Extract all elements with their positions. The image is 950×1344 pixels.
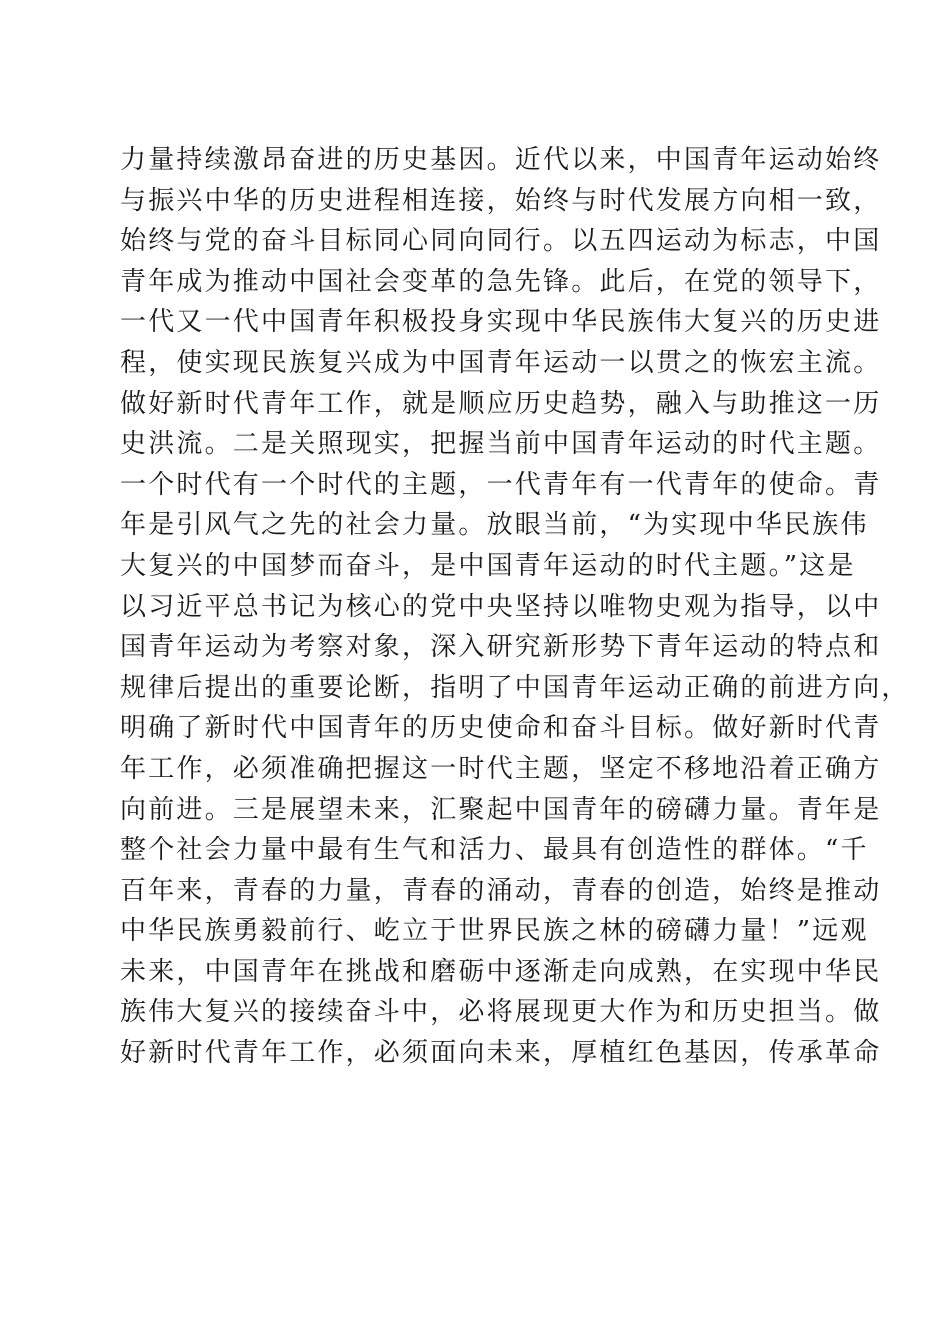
text-line: 好新时代青年工作，必须面向未来，厚植红色基因，传承革命 — [120, 1038, 882, 1069]
body-text — [120, 140, 910, 1074]
text-line: 未来，中国青年在挑战和磨砺中逐渐走向成熟，在实现中华民 — [120, 956, 882, 987]
text-line: 青年成为推动中国社会变革的急先锋。此后，在党的领导下， — [120, 266, 882, 297]
text-line: 一个时代有一个时代的主题，一代青年有一代青年的使命。青 — [120, 469, 882, 500]
text-line: 始终与党的奋斗目标同心同向同行。以五四运动为标志，中国 — [120, 226, 882, 257]
text-line: 年是引风气之先的社会力量。放眼当前，“为实现中华民族伟 — [120, 510, 869, 541]
text-line: 向前进。三是展望未来，汇聚起中国青年的磅礴力量。青年是 — [120, 794, 882, 825]
text-line: 以习近平总书记为核心的党中央坚持以唯物史观为指导，以中 — [120, 591, 882, 622]
text-line: 程，使实现民族复兴成为中国青年运动一以贯之的恢宏主流。 — [120, 347, 882, 378]
text-line: 国青年运动为考察对象，深入研究新形势下青年运动的特点和 — [120, 632, 882, 663]
text-line: 规律后提出的重要论断，指明了中国青年运动正确的前进方向， — [120, 672, 910, 703]
text-line: 大复兴的中国梦而奋斗，是中国青年运动的时代主题。”这是 — [120, 550, 856, 581]
text-line: 中华民族勇毅前行、屹立于世界民族之林的磅礴力量！”远观 — [120, 916, 869, 947]
text-line: 族伟大复兴的接续奋斗中，必将展现更大作为和历史担当。做 — [120, 997, 882, 1028]
text-line: 一代又一代中国青年积极投身实现中华民族伟大复兴的历史进 — [120, 307, 882, 338]
text-line: 与振兴中华的历史进程相连接，始终与时代发展方向相一致， — [120, 185, 882, 216]
text-line: 史洪流。二是关照现实，把握当前中国青年运动的时代主题。 — [120, 429, 882, 460]
text-line: 明确了新时代中国青年的历史使命和奋斗目标。做好新时代青 — [120, 713, 882, 744]
text-line: 年工作，必须准确把握这一时代主题，坚定不移地沿着正确方 — [120, 753, 882, 784]
text-line: 整个社会力量中最有生气和活力、最具有创造性的群体。“千 — [120, 835, 869, 866]
text-line: 力量持续激昂奋进的历史基因。近代以来，中国青年运动始终 — [120, 145, 882, 175]
text-line: 做好新时代青年工作，就是顺应历史趋势，融入与助推这一历 — [120, 388, 882, 419]
text-line: 百年来，青春的力量，青春的涌动，青春的创造，始终是推动 — [120, 875, 882, 906]
